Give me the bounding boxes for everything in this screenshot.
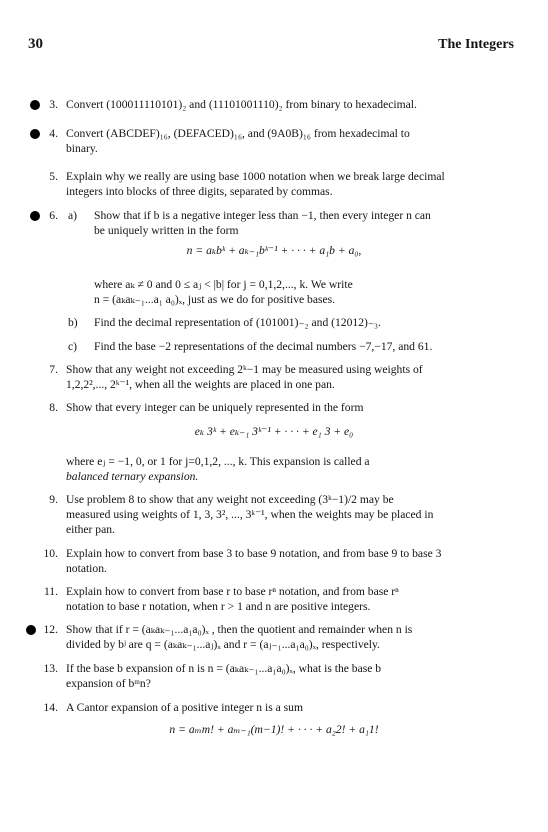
part-label: c) <box>68 340 78 353</box>
formula: n = aₘm! + aₘ₋₁(m−1)! + · · · + a₂2! + a₁1! <box>169 723 379 736</box>
text-line: Show that if r = (aₖaₖ₋₁...a₁a₀)ₓ , then the quotient and remainder when n is <box>66 623 413 636</box>
problem-number: 10. <box>43 547 58 560</box>
text-line: integers into blocks of three digits, separated by commas. <box>66 185 333 199</box>
part-label: b) <box>68 316 78 329</box>
text-line: Show that if b is a negative integer less than −1, then every integer n can <box>94 209 431 222</box>
text-line: n = (aₖaₖ₋₁...a₁ a₀)ₓ, just as we do for positive bases. <box>94 293 336 307</box>
problem-text <box>66 400 506 415</box>
text-line: either pan. <box>66 523 115 537</box>
text-line: Convert (100011110101)₂ and (11101001110)₂ from binary to hexadecimal. <box>66 98 417 111</box>
text-line: divided by bʲ are q = (aₖaₖ₋₁...aⱼ)ₓ and r = (aⱼ₋₁...a₁a₀)ₓ, respectively. <box>66 638 380 652</box>
problem-text <box>66 661 506 691</box>
text-line: binary. <box>66 142 98 156</box>
problem-text <box>66 492 506 538</box>
problem-number: 13. <box>43 662 58 675</box>
problem-number: 8. <box>49 401 58 414</box>
formula: n = aₖbᵏ + aₖ₋₁bᵏ⁻¹ + · · · + a₁b + a₀, <box>186 244 362 257</box>
part-b-text: Find the decimal representation of (101001)₋₂ and (12012)₋₃. <box>94 316 381 329</box>
running-title: The Integers <box>438 37 514 52</box>
problem-number: 14. <box>43 701 58 714</box>
text-line: Show that every integer can be uniquely represented in the form <box>66 401 364 414</box>
problem-text <box>66 546 506 576</box>
text-line: notation to base r notation, when r > 1 and n are positive integers. <box>66 600 371 614</box>
text-line: Explain how to convert from base 3 to base 9 notation, and from base 9 to base 3 <box>66 547 442 560</box>
problem-number: 5. <box>49 170 58 183</box>
problem-text <box>66 362 506 392</box>
problem-number: 11. <box>43 585 58 598</box>
text-line: Use problem 8 to show that any weight not exceeding (3ᵏ−1)/2 may be <box>66 493 394 506</box>
problem-number: 9. <box>49 493 58 506</box>
where-text <box>66 454 506 484</box>
text-line: where eⱼ = −1, 0, or 1 for j=0,1,2, ..., k. This expansion is called a <box>66 455 370 468</box>
text-line: If the base b expansion of n is n = (aₖaₖ₋₁...a₁a₀)ₓ, what is the base b <box>66 662 382 675</box>
problem-number: 3. <box>49 98 58 111</box>
problem-number: 7. <box>49 363 58 376</box>
where-text <box>94 277 508 307</box>
page-number: 30 <box>28 36 43 52</box>
text-line: where aₖ ≠ 0 and 0 ≤ aⱼ < |b| for j = 0,1,2,..., k. We write <box>94 278 353 291</box>
text-line: be uniquely written in the form <box>94 224 239 238</box>
part-c-text: Find the base −2 representations of the decimal numbers −7,−17, and 61. <box>94 340 433 353</box>
text-line: Convert (ABCDEF)₁₆, (DEFACED)₁₆, and (9A0B)₁₆ from hexadecimal to <box>66 127 410 140</box>
problem-text <box>66 622 506 652</box>
problem-text <box>66 169 506 199</box>
text-line: Explain why we really are using base 1000 notation when we break large decimal <box>66 170 445 183</box>
part-a-text <box>94 208 508 238</box>
problem-number: 4. <box>49 127 58 140</box>
formula: eₖ 3ᵏ + eₖ₋₁ 3ᵏ⁻¹ + · · · + e₁ 3 + e₀ <box>194 425 354 438</box>
text-line: measured using weights of 1, 3, 3², ..., 3ᵏ⁻¹, when the weights may be placed in <box>66 508 434 522</box>
text-line: expansion of bᵐn? <box>66 677 151 691</box>
problem-text <box>66 97 506 112</box>
text-line: Show that any weight not exceeding 2ᵏ−1 may be measured using weights of <box>66 363 423 376</box>
text-line: 1,2,2²,..., 2ᵏ⁻¹, when all the weights are placed in one pan. <box>66 378 335 392</box>
problem-text <box>66 584 506 614</box>
text-line: A Cantor expansion of a positive integer n is a sum <box>66 701 303 714</box>
part-label: a) <box>68 209 78 222</box>
text-line: notation. <box>66 562 107 576</box>
problem-text <box>66 700 506 715</box>
text-line: balanced ternary expansion. <box>66 470 199 484</box>
problem-number: 12. <box>43 623 58 636</box>
problem-number: 6. <box>49 209 58 222</box>
text-line: Explain how to convert from base r to base rⁿ notation, and from base rⁿ <box>66 585 399 598</box>
problem-text <box>66 126 506 156</box>
